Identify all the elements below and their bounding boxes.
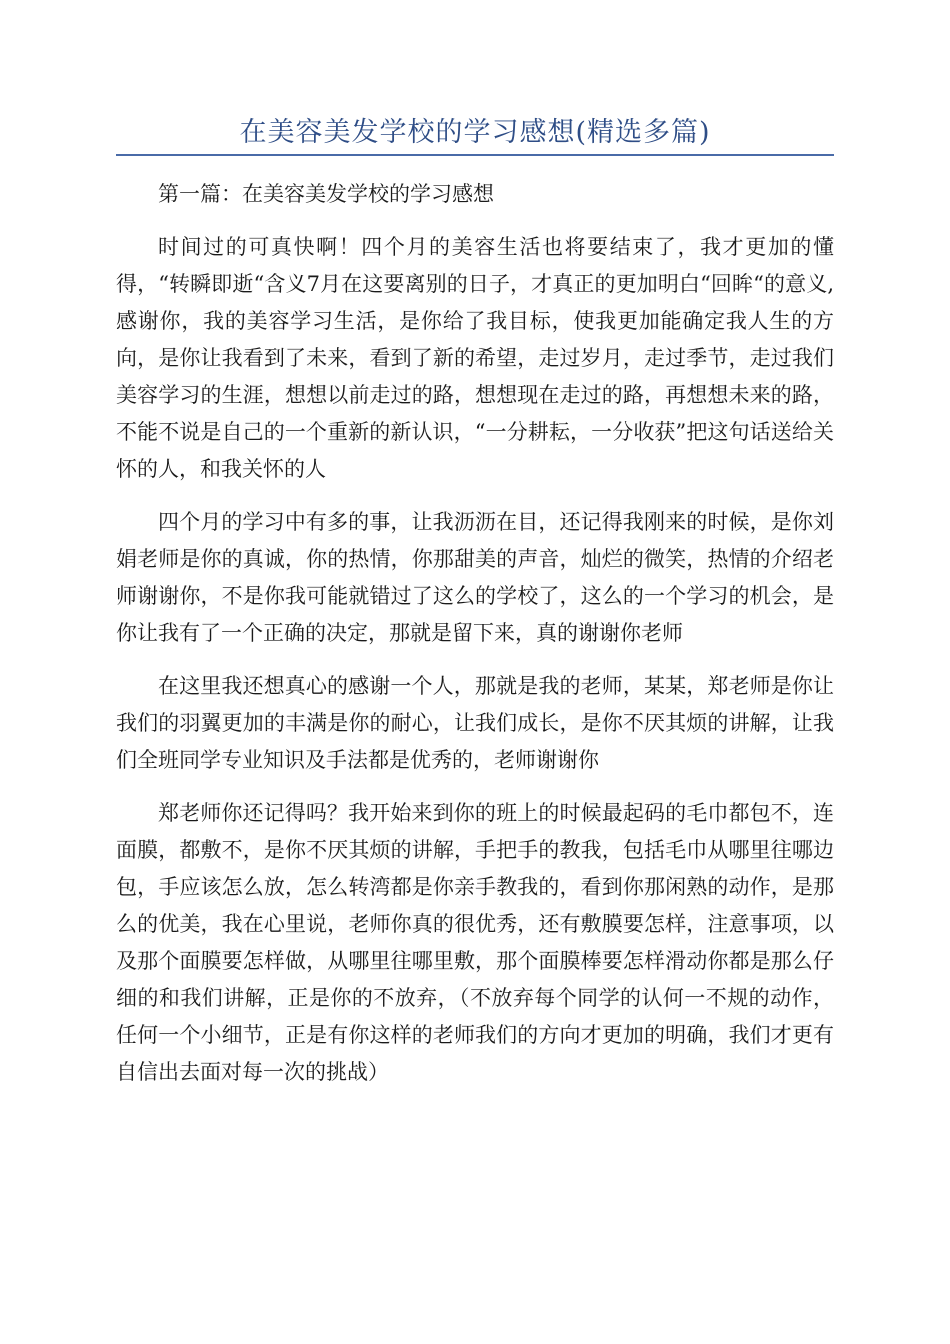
- document-title: 在美容美发学校的学习感想(精选多篇): [239, 117, 711, 148]
- title-underline: [116, 154, 834, 156]
- paragraph: 时间过的可真快啊！四个月的美容生活也将要结束了，我才更加的懂得，“转瞬即逝“含义7月在这要离别的日子，才真正的更加明白“回眸“的意义,感谢你，我的美容学习生活，是你给了我目标，使我更加能确定我人生的方向，是你让我看到了未来，看到了新的希望，走过岁月，走过季节，走过我们美容学习的生涯，想想以前走过的路，想想现在走过的路，再想想未来的路，不能不说是自己的一个重新的新认识，“一分耕耘，一分收获”把这句话送给关怀的人，和我关怀的人: [116, 235, 834, 481]
- document-body: [116, 176, 834, 1107]
- section-heading: 第一篇：在美容美发学校的学习感想: [158, 182, 494, 206]
- paragraph: 郑老师你还记得吗？我开始来到你的班上的时候最起码的毛巾都包不，连面膜，都敷不，是你不厌其烦的讲解，手把手的教我，包括毛巾从哪里往哪边包，手应该怎么放，怎么转湾都是你亲手教我的，看到你那闲熟的动作，是那么的优美，我在心里说，老师你真的很优秀，还有敷膜要怎样，注意事项，以及那个面膜要怎样做，从哪里往哪里敷，那个面膜棒要怎样滑动你都是那么仔细的和我们讲解，正是你的不放弃，（不放弃每个同学的认何一不规的动作，任何一个小细节，正是有你这样的老师我们的方向才更加的明确，我们才更有自信出去面对每一次的挑战）: [116, 801, 834, 1084]
- paragraph: 在这里我还想真心的感谢一个人，那就是我的老师，某某，郑老师是你让我们的羽翼更加的丰满是你的耐心，让我们成长，是你不厌其烦的讲解，让我们全班同学专业知识及手法都是优秀的，老师谢谢你: [116, 674, 834, 772]
- paragraph: 四个月的学习中有多的事，让我沥沥在目，还记得我刚来的时候，是你刘娟老师是你的真诚，你的热情，你那甜美的声音，灿烂的微笑，热情的介绍老师谢谢你，不是你我可能就错过了这么的学校了，这么的一个学习的机会，是你让我有了一个正确的决定，那就是留下来，真的谢谢你老师: [116, 510, 834, 645]
